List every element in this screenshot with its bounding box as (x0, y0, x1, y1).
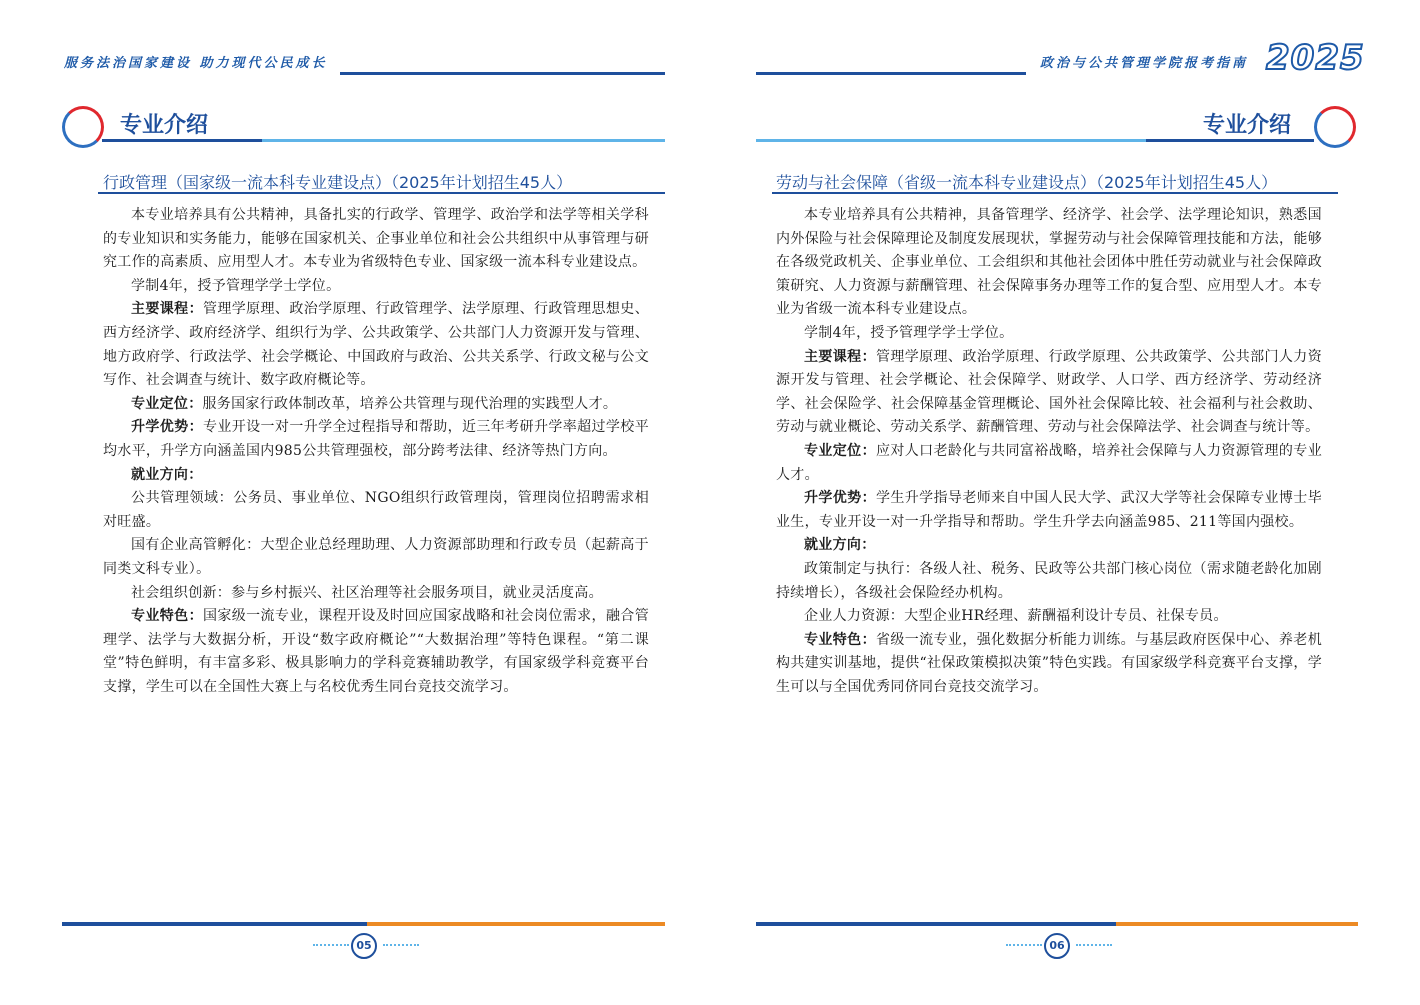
paragraph (776, 487, 1322, 534)
page-dots-left (313, 944, 349, 946)
section-ring-icon (1314, 106, 1356, 148)
footer-rule-blue (62, 922, 367, 926)
paragraph-label: 专业特色： (804, 631, 876, 648)
section-rule-dark (102, 139, 262, 142)
paragraph-text: 管理学原理、政治学原理、行政管理学、法学原理、行政管理思想史、西方经济学、政府经济学、组织行为学、公共政策学、公共部门人力资源开发与管理、地方政府学、行政法学、社会学概论、中国政府与政治、公共关系学、行政文秘与公文写作、社会调查与统计、数字政府概论等。 (103, 301, 649, 389)
paragraph-label: 主要课程： (131, 301, 203, 318)
paragraph-label: 就业方向： (131, 466, 203, 483)
major-description (103, 204, 649, 699)
paragraph (103, 298, 649, 392)
section-title: 专业介绍 (1203, 113, 1292, 138)
paragraph (103, 416, 649, 463)
paragraph (103, 275, 649, 299)
section-rule-light (756, 139, 1146, 142)
paragraph-text: 省级一流专业，强化数据分析能力训练。与基层政府医保中心、养老机构共建实训基地，提供“社保政策模拟决策”特色实践。有国家级学科竞赛平台支撑，学生可以与全国优秀同侪同台竞技交流学习。 (776, 631, 1322, 695)
paragraph-text: 专业开设一对一升学全过程指导和帮助，近三年考研升学率超过学校平均水平，升学方向涵盖国内985公共管理强校，部分跨考法律、经济等热门方向。 (103, 419, 649, 459)
paragraph-text: 服务国家行政体制改革，培养公共管理与现代治理的实践型人才。 (202, 395, 618, 412)
section-rule-light (262, 139, 665, 142)
paragraph-text: 企业人力资源：大型企业HR经理、薪酬福利设计专员、社保专员。 (804, 608, 1228, 625)
paragraph-label: 升学优势： (804, 490, 876, 507)
paragraph-text: 公共管理领域：公务员、事业单位、NGO组织行政管理岗，管理岗位招聘需求相对旺盛。 (103, 490, 649, 530)
page-number: 05 (351, 933, 377, 959)
paragraph-label: 就业方向： (804, 537, 876, 554)
header-year: 2025 (1266, 38, 1365, 78)
paragraph-label: 专业定位： (804, 442, 876, 459)
paragraph (776, 346, 1322, 440)
paragraph-text: 学生升学指导老师来自中国人民大学、武汉大学等社会保障专业博士毕业生，专业开设一对一升学指导和帮助。学生升学去向涵盖985、211等国内强校。 (776, 490, 1322, 530)
paragraph (103, 393, 649, 417)
paragraph-label: 主要课程： (804, 348, 876, 365)
paragraph (776, 558, 1322, 605)
paragraph (103, 534, 649, 581)
paragraph-label: 专业特色： (131, 608, 203, 625)
page-dots-right (383, 944, 419, 946)
paragraph (776, 440, 1322, 487)
paragraph-text: 本专业培养具有公共精神，具备管理学、经济学、社会学、法学理论知识，熟悉国内外保险与社会保障理论及制度发展现状，掌握劳动与社会保障管理技能和方法，能够在各级党政机关、企事业单位、工会组织和其他社会团体中胜任劳动就业与社会保障政策研究、人力资源与薪酬管理、社会保障事务办理等工作的复合型、应用型人才。本专业为省级一流本科专业建设点。 (776, 207, 1322, 318)
header-rule (756, 72, 1026, 75)
paragraph (776, 534, 1322, 558)
header-slogan: 服务法治国家建设 助力现代公民成长 (64, 56, 328, 71)
paragraph (103, 204, 649, 275)
section-ring-icon (62, 106, 104, 148)
paragraph-text: 学制4年，授予管理学学士学位。 (804, 324, 1014, 341)
paragraph-text: 社会组织创新：参与乡村振兴、社区治理等社会服务项目，就业灵活度高。 (131, 584, 603, 601)
major-description (776, 204, 1322, 699)
paragraph-text: 管理学原理、政治学原理、行政学原理、公共政策学、公共部门人力资源开发与管理、社会学概论、社会保障学、财政学、人口学、西方经济学、劳动经济学、社会保险学、社会保障基金管理概论、国外社会保障比较、社会福利与社会救助、劳动与就业概论、劳动关系学、薪酬管理、劳动与社会保障法学、社会调查与统计等。 (776, 348, 1322, 436)
paragraph-label: 专业定位： (131, 395, 203, 412)
section-title: 专业介绍 (120, 113, 209, 138)
paragraph-text: 学制4年，授予管理学学士学位。 (131, 277, 341, 294)
header-rule (340, 72, 665, 75)
paragraph (776, 605, 1322, 629)
paragraph (103, 582, 649, 606)
paragraph-label: 升学优势： (131, 419, 203, 436)
major-title: 劳动与社会保障（省级一流本科专业建设点）（2025年计划招生45人） (776, 173, 1278, 192)
right-page (710, 0, 1420, 1005)
major-title-underline (772, 192, 1338, 194)
paragraph (103, 464, 649, 488)
paragraph (103, 487, 649, 534)
section-rule-dark (1146, 139, 1314, 142)
header-title: 政治与公共管理学院报考指南 (1040, 56, 1249, 71)
page-dots-right (1076, 944, 1112, 946)
paragraph (776, 204, 1322, 322)
paragraph (103, 605, 649, 699)
major-title-underline (98, 192, 665, 194)
paragraph-text: 本专业培养具有公共精神，具备扎实的行政学、管理学、政治学和法学等相关学科的专业知识和实务能力，能够在国家机关、企事业单位和社会公共组织中从事管理与研究工作的高素质、应用型人才。本专业为省级特色专业、国家级一流本科专业建设点。 (103, 207, 649, 271)
paragraph-text: 应对人口老龄化与共同富裕战略，培养社会保障与人力资源管理的专业人才。 (776, 442, 1322, 483)
paragraph-text: 国家级一流专业，课程开设及时回应国家战略和社会岗位需求，融合管理学、法学与大数据分析，开设“数字政府概论”“大数据治理”等特色课程。“第二课堂”特色鲜明，有丰富多彩、极具影响力的学科竞赛辅助教学，有国家级学科竞赛平台支撑，学生可以在全国性大赛上与名校优秀生同台竞技交流学习。 (103, 608, 649, 695)
footer-rule-orange (367, 922, 665, 926)
paragraph-text: 政策制定与执行：各级人社、税务、民政等公共部门核心岗位（需求随老龄化加剧持续增长），各级社会保险经办机构。 (776, 560, 1322, 601)
footer-rule-orange (1116, 922, 1358, 926)
page-dots-left (1006, 944, 1042, 946)
paragraph (776, 322, 1322, 346)
major-title: 行政管理（国家级一流本科专业建设点）（2025年计划招生45人） (103, 173, 573, 192)
paragraph-text: 国有企业高管孵化：大型企业总经理助理、人力资源部助理和行政专员（起薪高于同类文科专业）。 (103, 537, 649, 577)
paragraph (776, 629, 1322, 700)
page-number: 06 (1044, 933, 1070, 959)
footer-rule-blue (756, 922, 1116, 926)
